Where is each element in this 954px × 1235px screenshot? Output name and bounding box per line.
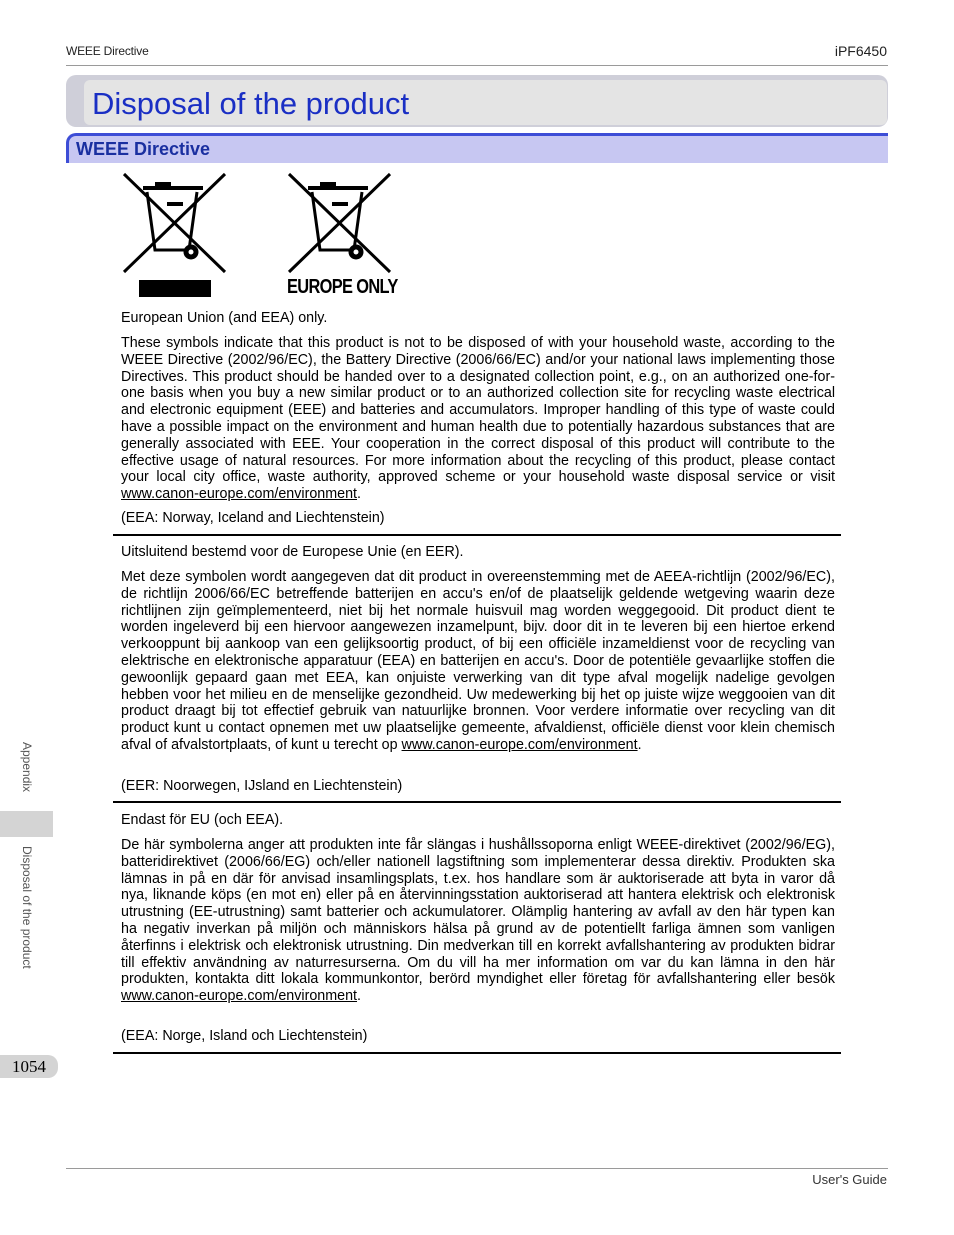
- section-divider: [113, 1052, 841, 1054]
- sv-body-end: .: [357, 988, 362, 1005]
- nl-body-text: Met deze symbolen wordt aangegeven dat dit product in overeenstemming met de AEEA-richtlijn (2002/96/EC), de richtlijn 2006/66/EC betreffende batterijen en accu's en/of de plaatselijk geldende wetgeving waarin deze richtlijnen zijn geïmplementeerd, niet bij het normale huisvuil mag worden weggegooid. Dit product dient te worden ingeleverd bij een hiervoor aangewezen inzamelpunt, bijv. door dit in te leveren bij een hiertoe erkend verkooppunt bij aankoop van een gelijksoortig product, of bij een officiële inzameldienst voor de recycling van elektrische en elektronische apparatuur (EEA) en batterijen en accu's. Door de potentiële gevaarlijke stoffen die gewoonlijk gepaard gaan met EEA, kan onjuiste verwerking van dit type afval mogelijk nadelige gevolgen hebben voor het milieu en de menselijke gezondheid. Uw medewerking bij het op juiste wijze weggooien van dit product draagt bij tot effectief gebruik van natuurlijke bronnen. Voor verdere informatie over recycling van dit product kunt u contact opnemen met uw plaatselijke gemeente, afvaldienst, officiële dienst voor klein chemisch afval of afvalstortplaats, of kunt u terecht op: [121, 569, 835, 753]
- sidebar-marker: [0, 811, 53, 837]
- sv-note: (EEA: Norge, Island och Liechtenstein): [121, 1028, 368, 1044]
- crossed-bin-icon: [289, 174, 390, 272]
- en-intro: European Union (and EEA) only.: [121, 310, 328, 326]
- page-title: Disposal of the product: [92, 86, 410, 121]
- en-note: (EEA: Norway, Iceland and Liechtenstein): [121, 510, 385, 526]
- nl-link[interactable]: www.canon-europe.com/environment: [401, 736, 638, 753]
- en-body-text: These symbols indicate that this product is not to be disposed of with your household waste, according to the WEEE Directive (2002/96/EC), the Battery Directive (2006/66/EC) and/or your national laws implementing those Directives. This product should be handed over to a designated collection point, e.g., on an authorized one-for-one basis when you buy a new similar product or to an authorized collection site for recycling waste electrical and electronic equipment (EEE) and batteries and accumulators. Improper handling of this type of waste could have a possible impact on the environment and human health due to potentially hazardous substances that are generally associated with EEE. Your cooperation in the correct disposal of this product will contribute to the effective usage of natural resources. For more information about the recycling of this product, please contact your local city office, waste authority, approved scheme or your household waste disposal service or visit: [121, 335, 835, 486]
- nl-note: (EER: Noorwegen, IJsland en Liechtenstein): [121, 778, 403, 794]
- sv-body-text: De här symbolerna anger att produkten inte får slängas i hushållssoporna enligt WEEE-direktivet (2002/96/EG), batteridirektivet (2006/66/EG) och/eller nationell lagstiftning som implementerar dessa direktiv. Produkten ska lämnas in på en där för anvisad insamlingsplats, t.ex. hos handlare som är auktoriserade att byta in varor då nya, liknande köps (en mot en) eller på en återvinningsstation auktoriserad att hantera elektrisk och elektronisk utrustning (EE-utrustning) samt batterier och ackumulatorer. Olämplig hantering av avfall av den här typen kan ha negativ inverkan på miljön och människors hälsa på grund av de potentiellt farliga ämnen som vanligen återfinns i elektrisk och elektronisk utrustning. Din medverkan till en korrekt avfallshantering av produkten bidrar till effektiv användning av naturresurserna. Om du vill ha mer information om var du kan lämna in den här produkten, kontakta ditt lokala kommunkontor, berörd myndighet eller företag för avfallshantering eller besök: [121, 837, 835, 988]
- header-divider: [66, 65, 888, 66]
- nl-body-end: .: [637, 736, 642, 753]
- sv-intro: Endast för EU (och EEA).: [121, 812, 284, 828]
- footer-label: User's Guide: [812, 1172, 887, 1187]
- section-heading: WEEE Directive: [76, 139, 211, 159]
- header-section: WEEE Directive: [66, 44, 149, 58]
- section-divider: [113, 534, 841, 536]
- en-body-end: .: [357, 486, 362, 503]
- sidebar-disposal[interactable]: Disposal of the product: [20, 846, 34, 969]
- solid-bar-symbol: [139, 280, 211, 297]
- page-number: 1054: [0, 1055, 58, 1078]
- en-body: [121, 335, 835, 503]
- footer-divider: [66, 1168, 888, 1169]
- europe-only-label: EUROPE ONLY: [287, 276, 398, 298]
- nl-body: [121, 569, 835, 754]
- en-link[interactable]: www.canon-europe.com/environment: [121, 486, 358, 503]
- section-divider: [113, 801, 841, 803]
- sv-body: [121, 837, 835, 1005]
- weee-symbols: [115, 168, 405, 278]
- header-model: iPF6450: [834, 43, 887, 59]
- sidebar-appendix[interactable]: [14, 742, 44, 802]
- sv-link[interactable]: www.canon-europe.com/environment: [121, 988, 358, 1005]
- nl-intro: Uitsluitend bestemd voor de Europese Unie (en EER).: [121, 544, 464, 560]
- crossed-bin-icon: [124, 174, 225, 272]
- sidebar-appendix-label: Appendix: [20, 742, 34, 793]
